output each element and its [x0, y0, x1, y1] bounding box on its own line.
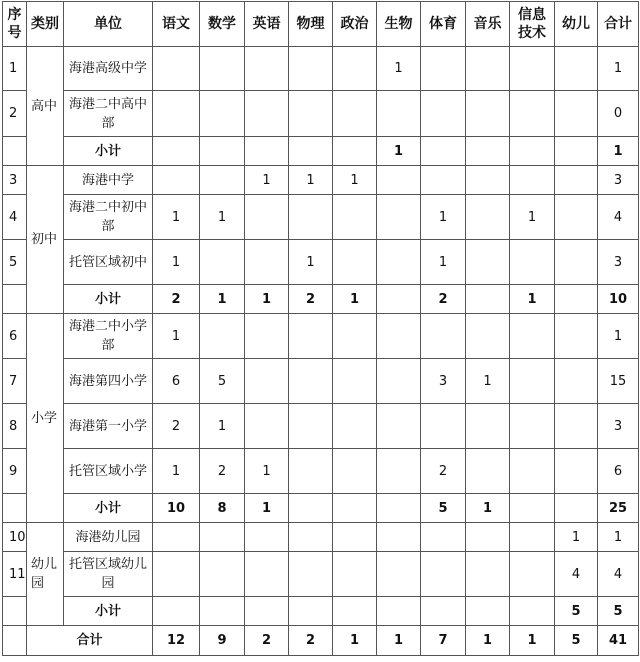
header-english: 英语: [245, 2, 289, 47]
cell: [555, 166, 598, 195]
header-biology: 生物: [377, 2, 421, 47]
cell: [200, 47, 245, 91]
cell: [245, 523, 289, 552]
cell: [555, 359, 598, 404]
cell: [333, 494, 377, 523]
subtotal-label: 小计: [64, 137, 153, 166]
header-music: 音乐: [466, 2, 510, 47]
cell: 1: [200, 195, 245, 240]
cell: [333, 240, 377, 285]
cell: [421, 91, 466, 137]
cell: [377, 552, 421, 597]
grand-total-label: 合计: [27, 626, 153, 656]
cell: [245, 314, 289, 359]
row-index: 5: [3, 240, 27, 285]
cell: [555, 494, 598, 523]
cell: 2: [153, 285, 200, 314]
cell: [153, 47, 200, 91]
cell: [333, 314, 377, 359]
cell: 1: [200, 285, 245, 314]
cell: [466, 404, 510, 449]
table-row: [3, 91, 639, 137]
cell: 7: [421, 626, 466, 656]
cell: [200, 91, 245, 137]
table-row: [3, 523, 639, 552]
cell: [289, 449, 333, 494]
table-row: [3, 314, 639, 359]
cell: [555, 91, 598, 137]
cell: [510, 166, 555, 195]
subtotal-row: [3, 494, 639, 523]
cell: 1: [333, 626, 377, 656]
cell: [510, 91, 555, 137]
row-index: 1: [3, 47, 27, 91]
row-index: [3, 597, 27, 626]
cell: 1: [333, 166, 377, 195]
row-index: 2: [3, 91, 27, 137]
header-chinese: 语文: [153, 2, 200, 47]
row-index: 4: [3, 195, 27, 240]
header-index: 序号: [3, 2, 27, 47]
cell: [510, 494, 555, 523]
row-total: 1: [598, 314, 639, 359]
cell: 1: [333, 285, 377, 314]
unit-name: 海港二中高中部: [64, 91, 153, 137]
row-total: 1: [598, 47, 639, 91]
row-index: 3: [3, 166, 27, 195]
cell: 1: [377, 47, 421, 91]
cell: [555, 240, 598, 285]
subtotal-row: [3, 285, 639, 314]
cell: [333, 359, 377, 404]
cell: [510, 449, 555, 494]
row-total: 6: [598, 449, 639, 494]
header-politics: 政治: [333, 2, 377, 47]
cell: [333, 137, 377, 166]
row-index: 9: [3, 449, 27, 494]
cell: 5: [421, 494, 466, 523]
cell: [153, 523, 200, 552]
subtotal-row: [3, 137, 639, 166]
cell: [421, 166, 466, 195]
header-physics: 物理: [289, 2, 333, 47]
cell: 1: [245, 494, 289, 523]
cell: [555, 195, 598, 240]
cell: 6: [153, 359, 200, 404]
cell: 1: [510, 195, 555, 240]
cell: [421, 523, 466, 552]
cell: 8: [200, 494, 245, 523]
cell: [555, 314, 598, 359]
category-primary: 小学: [27, 314, 64, 523]
cell: [377, 494, 421, 523]
table-row: [3, 404, 639, 449]
cell: [421, 137, 466, 166]
cell: 1: [289, 166, 333, 195]
cell: 3: [421, 359, 466, 404]
table-row: [3, 47, 639, 91]
cell: [466, 285, 510, 314]
cell: 2: [289, 626, 333, 656]
header-math: 数学: [200, 2, 245, 47]
cell: 1: [555, 523, 598, 552]
cell: 5: [200, 359, 245, 404]
cell: [421, 597, 466, 626]
cell: [377, 195, 421, 240]
cell: 1: [466, 494, 510, 523]
cell: [510, 359, 555, 404]
cell: [510, 314, 555, 359]
header-row: [3, 2, 639, 47]
cell: [510, 240, 555, 285]
cell: 1: [421, 195, 466, 240]
row-index: 8: [3, 404, 27, 449]
cell: [245, 195, 289, 240]
row-index: 7: [3, 359, 27, 404]
table-row: [3, 195, 639, 240]
cell: [289, 137, 333, 166]
header-total: 合计: [598, 2, 639, 47]
subtotal-row: [3, 597, 639, 626]
cell: [555, 404, 598, 449]
cell: [421, 314, 466, 359]
cell: 5: [555, 597, 598, 626]
row-index: 11: [3, 552, 27, 597]
cell: [245, 552, 289, 597]
row-index: [3, 285, 27, 314]
cell: 10: [153, 494, 200, 523]
cell: 9: [200, 626, 245, 656]
cell: [555, 449, 598, 494]
cell: 1: [377, 626, 421, 656]
header-pe: 体育: [421, 2, 466, 47]
cell: [245, 404, 289, 449]
cell: [466, 597, 510, 626]
cell: [333, 195, 377, 240]
cell: [466, 137, 510, 166]
cell: [289, 195, 333, 240]
row-total: 25: [598, 494, 639, 523]
cell: [245, 597, 289, 626]
cell: 1: [153, 195, 200, 240]
cell: [153, 91, 200, 137]
category-middle: 初中: [27, 166, 64, 314]
unit-name: 海港幼儿园: [64, 523, 153, 552]
row-index: [3, 494, 27, 523]
cell: [200, 314, 245, 359]
cell: [200, 240, 245, 285]
row-total: 5: [598, 597, 639, 626]
cell: [377, 285, 421, 314]
cell: 1: [466, 626, 510, 656]
cell: [466, 166, 510, 195]
cell: 1: [245, 449, 289, 494]
cell: 1: [200, 404, 245, 449]
unit-name: 海港二中小学部: [64, 314, 153, 359]
cell: [289, 523, 333, 552]
table-row: [3, 449, 639, 494]
grand-total-row: [3, 626, 639, 656]
cell: [510, 552, 555, 597]
cell: [466, 314, 510, 359]
table-row: [3, 166, 639, 195]
cell: [333, 91, 377, 137]
cell: 1: [421, 240, 466, 285]
row-index: 10: [3, 523, 27, 552]
cell: [153, 137, 200, 166]
cell: [289, 314, 333, 359]
category-kindergarten: 幼儿园: [27, 523, 64, 626]
row-total: 15: [598, 359, 639, 404]
cell: [377, 91, 421, 137]
cell: [289, 552, 333, 597]
cell: [153, 597, 200, 626]
cell: [421, 552, 466, 597]
staffing-table: [2, 1, 639, 656]
cell: [466, 449, 510, 494]
cell: 1: [153, 314, 200, 359]
cell: [245, 137, 289, 166]
row-total: 41: [598, 626, 639, 656]
cell: 2: [200, 449, 245, 494]
row-total: 3: [598, 404, 639, 449]
row-total: 4: [598, 552, 639, 597]
cell: [421, 404, 466, 449]
row-total: 1: [598, 137, 639, 166]
table-row: [3, 552, 639, 597]
cell: [333, 597, 377, 626]
cell: [200, 552, 245, 597]
cell: [200, 523, 245, 552]
header-it: 信息技术: [510, 2, 555, 47]
cell: 12: [153, 626, 200, 656]
cell: [377, 314, 421, 359]
table-row: [3, 240, 639, 285]
cell: [377, 240, 421, 285]
cell: [333, 47, 377, 91]
cell: [421, 47, 466, 91]
cell: 1: [153, 449, 200, 494]
cell: [555, 47, 598, 91]
cell: [510, 523, 555, 552]
cell: [245, 240, 289, 285]
cell: [289, 404, 333, 449]
cell: [289, 359, 333, 404]
unit-name: 托管区域幼儿园: [64, 552, 153, 597]
row-index: 6: [3, 314, 27, 359]
cell: [377, 166, 421, 195]
cell: [377, 449, 421, 494]
cell: 2: [421, 285, 466, 314]
unit-name: 海港二中初中部: [64, 195, 153, 240]
row-total: 3: [598, 240, 639, 285]
cell: 1: [289, 240, 333, 285]
cell: [200, 166, 245, 195]
unit-name: 海港高级中学: [64, 47, 153, 91]
cell: [377, 523, 421, 552]
row-total: 10: [598, 285, 639, 314]
subtotal-label: 小计: [64, 285, 153, 314]
cell: 4: [555, 552, 598, 597]
cell: 1: [466, 359, 510, 404]
cell: [466, 552, 510, 597]
category-high: 高中: [27, 47, 64, 166]
cell: [333, 449, 377, 494]
cell: [377, 597, 421, 626]
cell: 1: [245, 285, 289, 314]
cell: [466, 91, 510, 137]
cell: [153, 166, 200, 195]
cell: [289, 91, 333, 137]
cell: [245, 47, 289, 91]
subtotal-label: 小计: [64, 494, 153, 523]
cell: [153, 552, 200, 597]
cell: [333, 523, 377, 552]
cell: [289, 47, 333, 91]
row-total: 1: [598, 523, 639, 552]
cell: [333, 552, 377, 597]
cell: [289, 597, 333, 626]
unit-name: 托管区域初中: [64, 240, 153, 285]
table-row: [3, 359, 639, 404]
row-index: [3, 626, 27, 656]
cell: [510, 47, 555, 91]
cell: [377, 359, 421, 404]
cell: [466, 523, 510, 552]
unit-name: 海港第四小学: [64, 359, 153, 404]
cell: [510, 597, 555, 626]
cell: [466, 47, 510, 91]
header-unit: 单位: [64, 2, 153, 47]
cell: [510, 404, 555, 449]
cell: 1: [510, 285, 555, 314]
header-category: 类别: [27, 2, 64, 47]
unit-name: 海港第一小学: [64, 404, 153, 449]
cell: [466, 240, 510, 285]
cell: [555, 285, 598, 314]
cell: 2: [153, 404, 200, 449]
cell: 2: [289, 285, 333, 314]
row-index: [3, 137, 27, 166]
cell: 1: [377, 137, 421, 166]
cell: [377, 404, 421, 449]
cell: [555, 137, 598, 166]
cell: [245, 91, 289, 137]
cell: [466, 195, 510, 240]
unit-name: 托管区域小学: [64, 449, 153, 494]
cell: [245, 359, 289, 404]
cell: 1: [153, 240, 200, 285]
row-total: 0: [598, 91, 639, 137]
row-total: 4: [598, 195, 639, 240]
cell: [200, 597, 245, 626]
cell: 2: [421, 449, 466, 494]
subtotal-label: 小计: [64, 597, 153, 626]
cell: 1: [245, 166, 289, 195]
cell: 5: [555, 626, 598, 656]
unit-name: 海港中学: [64, 166, 153, 195]
cell: [289, 494, 333, 523]
row-total: 3: [598, 166, 639, 195]
header-preschool: 幼儿: [555, 2, 598, 47]
cell: 1: [510, 626, 555, 656]
cell: [333, 404, 377, 449]
cell: 2: [245, 626, 289, 656]
cell: [200, 137, 245, 166]
cell: [510, 137, 555, 166]
